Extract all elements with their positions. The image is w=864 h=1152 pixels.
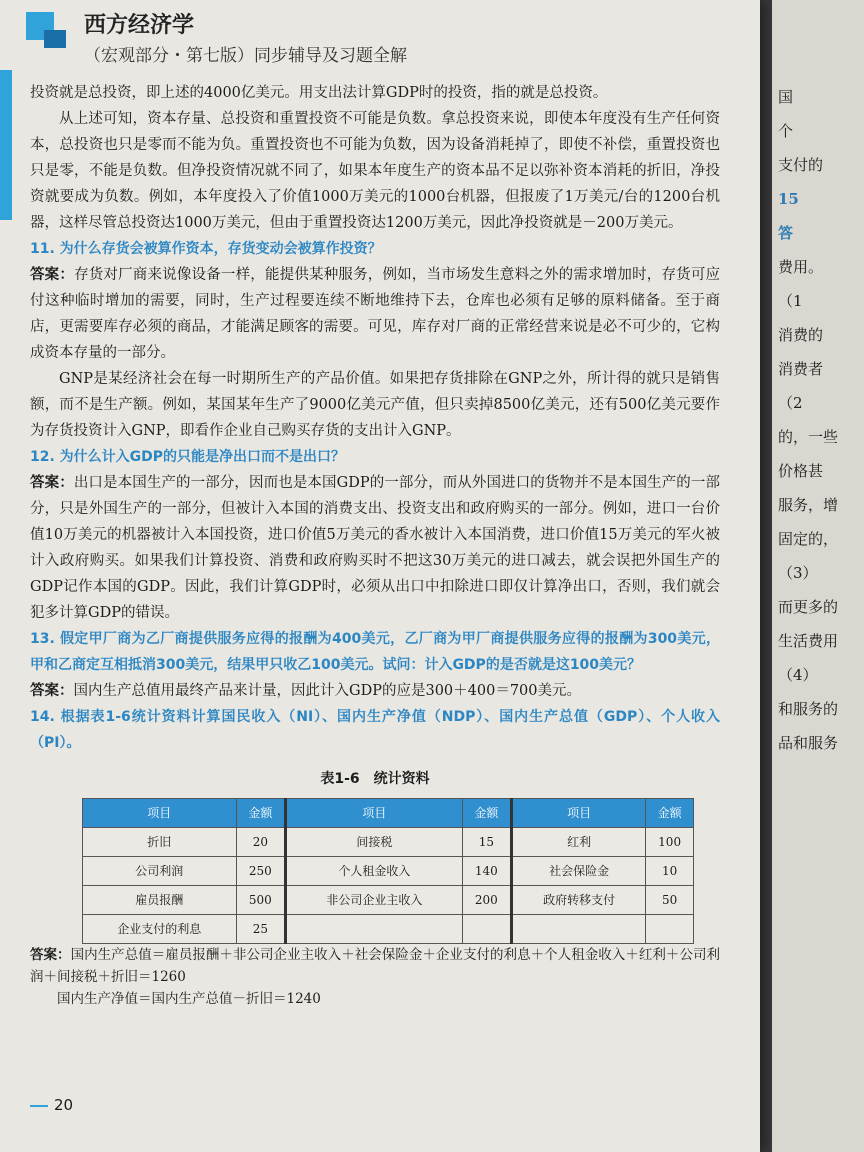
answer-label: 答案： xyxy=(30,266,75,283)
table-cell: 雇员报酬 xyxy=(83,886,237,915)
right-line: 消费的 xyxy=(778,326,824,344)
answer-text: 存货对厂商来说像设备一样，能提供某种服务，例如，当市场发生意料之外的需求增加时，存货可应付这种临时增加的需要，同时，生产过程要连续不断地维持下去，仓库也必须有足够的原料储备。至于商店，更需要库存必须的商品，才能满足顾客的需要。可见，库存对厂商的正常经营来说是必不可少的，它构成资本存量的一部分。 xyxy=(30,267,721,361)
table-cell: 个人租金收入 xyxy=(286,857,463,886)
right-page-edge xyxy=(772,0,864,1152)
right-line: 消费者 xyxy=(778,360,824,378)
right-line: （4） xyxy=(778,666,818,684)
answer-14 xyxy=(30,944,720,988)
page-number: 20 xyxy=(30,1096,73,1114)
column-header: 项目 xyxy=(286,799,463,828)
table-cell: 公司利润 xyxy=(83,857,237,886)
question-13: 13. 假定甲厂商为乙厂商提供服务应得的报酬为400美元，乙厂商为甲厂商提供服务应得的报酬为300美元，甲和乙商定互相抵消300美元，结果甲只收乙100美元。试问：计入GDP的是否就是这100美元？ xyxy=(30,631,720,673)
answer-label: 答案： xyxy=(30,682,74,699)
paragraph: 投资就是总投资，即上述的4000亿美元。用支出法计算GDP时的投资，指的就是总投资。 xyxy=(30,85,608,101)
table-row xyxy=(83,915,694,944)
table-cell: 500 xyxy=(236,886,285,915)
running-header xyxy=(84,8,407,66)
answer-label: 答案： xyxy=(30,947,71,963)
table-header-row xyxy=(83,799,694,828)
book-title: 西方经济学 xyxy=(84,13,195,38)
right-line: 价格甚 xyxy=(778,462,824,480)
right-line: 答 xyxy=(778,224,794,242)
column-header: 项目 xyxy=(512,799,646,828)
page-content xyxy=(30,80,720,1010)
answer-text: 国内生产总值用最终产品来计量，因此计入GDP的应是300＋400＝700美元。 xyxy=(73,683,581,699)
table-row xyxy=(83,857,694,886)
table-title: 表1-6 统计资料 xyxy=(320,771,430,787)
question-11: 11. 为什么存货会被算作资本，存货变动会被算作投资？ xyxy=(30,241,382,257)
table-cell: 非公司企业主收入 xyxy=(286,886,463,915)
column-header: 金额 xyxy=(646,799,694,828)
answer-13 xyxy=(30,678,720,704)
book-subtitle: （宏观部分・第七版）同步辅导及习题全解 xyxy=(84,46,407,66)
question-12: 12. 为什么计入GDP的只能是净出口而不是出口？ xyxy=(30,449,346,465)
paragraph: GNP是某经济社会在每一时期所生产的产品价值。如果把存货排除在GNP之外，所计得的就只是销售额，而不是生产额。例如，某国某年生产了9000亿美元产值，但只卖掉8500亿美元，还有500亿美元要作为存货投资计入GNP，即看作企业自己购买存货的支出计入GNP。 xyxy=(30,371,720,439)
table-cell: 140 xyxy=(462,857,511,886)
right-line: 国 xyxy=(778,88,794,106)
table-cell xyxy=(646,915,694,944)
right-line: （1 xyxy=(778,292,803,310)
table-cell: 20 xyxy=(236,828,285,857)
right-line: 费用。 xyxy=(778,258,824,276)
table-cell: 企业支付的利息 xyxy=(83,915,237,944)
answer-text: 出口是本国生产的一部分，因而也是本国GDP的一部分，而从外国进口的货物并不是本国生产的一部分，只是外国生产的一部分，但被计入本国的消费支出、投资支出和政府购买的一部分。例如，进口一台价值10万美元的机器被计入本国投资，进口价值5万美元的香水被计入本国消费，进口价值15万美元的军火被计入政府购买。如果我们计算投资、消费和政府购买时不把这30万美元的进口减去，就会误把外国生产的GDP记作本国的GDP。因此，我们计算GDP时，必须从出口中扣除进口即仅计算净出口，否则，我们就会犯多计算GDP的错误。 xyxy=(30,475,721,621)
table-cell: 25 xyxy=(236,915,285,944)
right-line: 生活费用 xyxy=(778,632,839,650)
table-row xyxy=(83,886,694,915)
right-line: 和服务的 xyxy=(778,700,839,718)
right-line: 服务，增 xyxy=(778,496,839,514)
table-row xyxy=(83,828,694,857)
table-cell xyxy=(512,915,646,944)
formula-ndp: 国内生产净值＝国内生产总值－折旧＝1240 xyxy=(57,991,321,1007)
answer-label: 答案： xyxy=(30,474,74,491)
edge-marker xyxy=(0,70,12,220)
right-line: 固定的， xyxy=(778,530,839,548)
paragraph: 从上述可知，资本存量、总投资和重置投资不可能是负数。拿总投资来说，即使本年度没有生产任何资本，总投资也只是零而不能为负。重置投资也不可能为负数，因为设备消耗掉了，即使不补偿，重置投资也只是零，不能是负数。但净投资情况就不同了，如果本年度生产的资本品不足以弥补资本消耗的折旧，净投资就要成为负数。例如，本年度投入了价值1000万美元的1000台机器，但报废了1万美元/台的1200台机器，这样尽管总投资达1000万美元，但由于重置投资达1200万美元，因此净投资就是－200万美元。 xyxy=(30,111,720,231)
right-line: 的，一些 xyxy=(778,428,839,446)
column-header: 金额 xyxy=(236,799,285,828)
right-line: 品和服务 xyxy=(778,734,839,752)
formula-gdp: 国内生产总值＝雇员报酬＋非公司企业主收入＋社会保险金＋企业支付的利息＋个人租金收入＋红利＋公司利润＋间接税＋折旧＝1260 xyxy=(30,947,721,985)
statistics-table xyxy=(82,798,694,944)
answer-12 xyxy=(30,470,720,626)
table-cell: 折旧 xyxy=(83,828,237,857)
table-cell: 10 xyxy=(646,857,694,886)
table-cell: 社会保险金 xyxy=(512,857,646,886)
table-cell: 200 xyxy=(462,886,511,915)
right-line: （2 xyxy=(778,394,803,412)
question-14: 14. 根据表1-6统计资料计算国民收入（NI）、国内生产净值（NDP）、国内生产总值（GDP）、个人收入（PI）。 xyxy=(30,709,720,751)
right-line: 而更多的 xyxy=(778,598,839,616)
book-logo xyxy=(26,12,66,48)
table-cell: 50 xyxy=(646,886,694,915)
answer-11 xyxy=(30,262,720,366)
column-header: 金额 xyxy=(462,799,511,828)
right-line: （3） xyxy=(778,564,818,582)
table-cell: 100 xyxy=(646,828,694,857)
right-line: 15 xyxy=(778,190,799,208)
column-header: 项目 xyxy=(83,799,237,828)
right-line: 个 xyxy=(778,122,794,140)
table-cell: 间接税 xyxy=(286,828,463,857)
table-cell xyxy=(462,915,511,944)
right-line: 支付的 xyxy=(778,156,824,174)
table-cell: 15 xyxy=(462,828,511,857)
table-cell: 政府转移支付 xyxy=(512,886,646,915)
table-cell: 250 xyxy=(236,857,285,886)
table-cell: 红利 xyxy=(512,828,646,857)
table-cell xyxy=(286,915,463,944)
